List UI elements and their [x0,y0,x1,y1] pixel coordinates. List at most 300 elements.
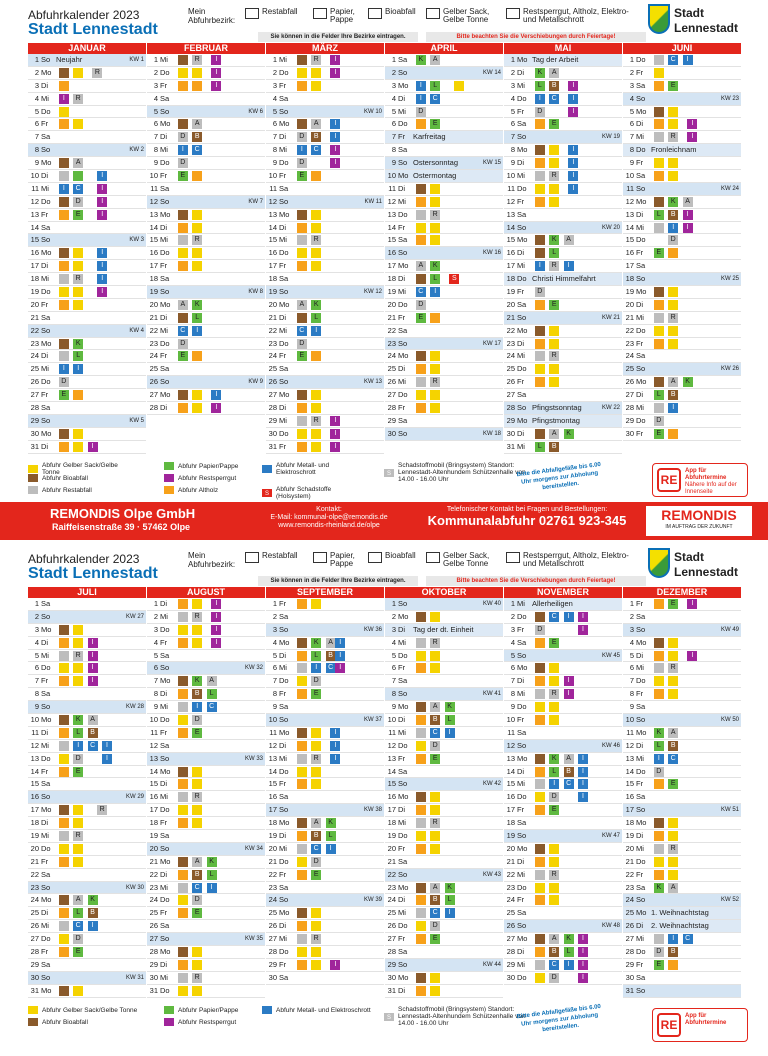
pickup-marker [178,973,188,983]
week-number: KW 22 [601,405,620,412]
day-number: 21 [30,856,39,866]
day-number: 25 [149,908,158,918]
re-app-icon: RE [657,468,681,492]
pickup-marker: I [430,287,440,297]
pickup-marker [297,728,307,738]
contact-web[interactable]: www.remondis-rheinland.de/olpe [278,522,380,529]
pickup-marker [297,779,307,789]
pickup-marker: A [207,676,217,686]
day-number: 19 [149,287,158,297]
day-row [623,611,741,624]
day-number: 20 [149,843,158,853]
day-number: 29 [30,959,39,969]
pickup-marker [416,184,426,194]
day-row [28,894,146,907]
day-number: 12 [30,196,39,206]
weekday: Mo [41,67,52,77]
pickup-marker: A [564,235,574,245]
pickup-marker [549,895,559,905]
day-number: 22 [268,325,277,335]
pickup-marker [192,986,202,996]
day-row [385,598,503,611]
day-number: 16 [625,792,634,802]
checkbox-box[interactable] [368,8,382,19]
day-number: 31 [387,985,396,995]
pickup-marker [430,651,440,661]
month-column [147,587,265,998]
day-row [504,714,622,727]
day-row [623,363,741,376]
weekday: Sa [398,856,408,866]
day-row [266,389,384,402]
day-row [504,299,622,312]
day-row [385,907,503,920]
pickup-marker [178,676,188,686]
day-number: 17 [149,805,158,815]
pickup-marker [430,223,440,233]
pickup-marker: E [73,210,83,220]
day-number: 20 [387,843,396,853]
weekday: Mi [398,908,406,918]
pickup-marker [192,171,202,181]
day-row [28,662,146,675]
day-row [385,157,503,170]
day-row [266,247,384,260]
day-number: 18 [30,274,39,284]
day-row [623,234,741,247]
day-row [504,234,622,247]
pickup-marker [59,947,69,957]
checkbox-box[interactable] [426,552,440,563]
pickup-marker [297,429,307,439]
pickup-marker [535,844,545,854]
contact-label: Kontakt: [316,506,342,513]
pickup-marker [668,857,678,867]
pickup-marker [654,844,664,854]
pickup-marker: B [668,947,678,957]
pickup-marker [535,805,545,815]
day-number: 22 [506,325,515,335]
day-number: 2 [153,611,158,621]
pickup-marker [59,986,69,996]
phone-number[interactable]: Kommunalabfuhr 02761 923-345 [427,513,627,528]
weekday: Di [517,947,525,957]
day-number: 21 [625,312,634,322]
day-number: 4 [272,637,277,647]
day-row [623,118,741,131]
weekday: Mo [398,792,409,802]
day-number: 16 [30,792,39,802]
weekday: So [398,959,408,969]
day-number: 27 [30,390,39,400]
holiday-label: 1. Weihnachtstag [651,908,709,918]
checkbox-box[interactable] [245,552,259,563]
month-header: JUNI [623,43,741,54]
pickup-marker: R [668,663,678,673]
pickup-marker [192,223,202,233]
pickup-marker: I [535,94,545,104]
legend-item [28,1006,137,1014]
day-row [385,611,503,624]
day-row [147,907,265,920]
day-row [504,688,622,701]
app-text [685,468,747,496]
weekday: Do [517,792,527,802]
day-row [147,933,265,946]
weekday: Fr [41,676,49,686]
day-number: 14 [387,222,396,232]
day-row [623,350,741,363]
pickup-marker [297,947,307,957]
pickup-marker [654,663,664,673]
weekday: Mo [279,119,290,129]
pickup-marker [59,171,69,181]
pickup-marker [297,55,307,65]
pickup-marker [416,728,426,738]
weekday: Do [636,856,646,866]
day-number: 3 [510,624,515,634]
pickup-marker [297,390,307,400]
weekday: Do [636,415,646,425]
day-row [623,946,741,959]
weekday: Fr [279,80,287,90]
weekday: Mo [41,338,52,348]
weekday: Mo [398,611,409,621]
district-label: Mein Abfuhrbezirk: [188,551,236,569]
weekday: Mi [398,637,406,647]
day-number: 28 [387,947,396,957]
pickup-marker [654,831,664,841]
weekday: Di [160,222,168,232]
day-number: 7 [34,132,39,142]
weekday: So [636,183,646,193]
district-checkbox[interactable] [368,8,435,19]
day-number: 28 [268,947,277,957]
weekday: Sa [160,831,170,841]
month-header: AUGUST [147,587,265,598]
pickup-marker: E [311,870,321,880]
day-number: 9 [510,702,515,712]
week-number: KW 30 [125,884,144,891]
weekday: Fr [279,441,287,451]
app-banner[interactable] [652,463,748,497]
weekday: So [160,196,170,206]
day-number: 2 [153,67,158,77]
weekday: Do [517,274,527,284]
pickup-marker [297,416,307,426]
day-number: 20 [625,843,634,853]
pickup-marker [178,895,188,905]
day-number: 27 [387,934,396,944]
weekday: Di [160,132,168,142]
pickup-marker: L [73,351,83,361]
day-number: 21 [149,312,158,322]
pickup-marker [654,158,664,168]
checkbox-box[interactable] [313,552,327,563]
weekday: Mi [41,650,49,660]
pickup-marker: I [311,663,321,673]
pickup-marker: I [211,55,221,65]
day-number: 23 [30,338,39,348]
day-number: 10 [387,171,396,181]
pickup-marker: K [564,934,574,944]
day-row [623,907,741,920]
weekday: Mo [279,209,290,219]
district-checkbox[interactable] [426,8,493,24]
pickup-marker [535,197,545,207]
weekday: Fr [398,753,406,763]
day-row [385,778,503,791]
pickup-marker [59,651,69,661]
week-number: KW 14 [482,69,501,76]
day-row [147,402,265,415]
weekday: Fr [517,287,525,297]
weekday: Mi [160,235,168,245]
weekday: Mi [160,611,168,621]
weekday: Di [279,312,287,322]
weekday: Do [279,67,289,77]
day-number: 22 [506,869,515,879]
checkbox-box[interactable] [506,552,520,563]
day-number: 24 [268,351,277,361]
weekday: So [398,779,408,789]
pickup-marker [178,68,188,78]
pickup-marker: R [73,94,83,104]
legend-swatch [28,474,38,482]
pickup-marker [416,651,426,661]
pickup-marker [192,805,202,815]
pickup-marker: C [683,934,693,944]
day-row [504,894,622,907]
day-row [266,441,384,454]
pickup-marker: R [430,818,440,828]
district-checkbox[interactable] [506,8,643,24]
checkbox-box[interactable] [506,8,520,19]
pickup-marker: D [430,741,440,751]
district-checkbox[interactable] [245,8,312,19]
pickup-marker: L [311,313,321,323]
day-row [28,363,146,376]
day-number: 14 [506,766,515,776]
pickup-marker [192,390,202,400]
weekday: Do [41,287,51,297]
district-checkbox[interactable] [245,552,312,563]
contact-email[interactable]: E-Mail: kommunal-olpe@remondis.de [270,514,388,521]
week-number: KW 47 [601,833,620,840]
day-number: 24 [30,895,39,905]
pickup-marker: E [311,689,321,699]
weekday: Fr [636,428,644,438]
weekday: Mi [41,93,49,103]
day-row [385,856,503,869]
day-row [623,882,741,895]
district-checkbox[interactable] [368,552,435,563]
checkbox-box[interactable] [245,8,259,19]
day-number: 18 [268,818,277,828]
pickup-marker: R [73,651,83,661]
day-row [266,894,384,907]
weekday: Di [398,274,406,284]
pickup-marker [430,403,440,413]
weekday: Mo [398,702,409,712]
pickup-marker: L [311,651,321,661]
day-number: 12 [387,196,396,206]
day-number: 31 [30,441,39,451]
pickup-marker [535,326,545,336]
pickup-marker [178,625,188,635]
day-number: 31 [30,985,39,995]
day-number: 23 [387,882,396,892]
district-checkbox[interactable] [506,552,643,568]
day-row [385,325,503,338]
day-row [147,662,265,675]
day-number: 28 [268,403,277,413]
pickup-marker [178,638,188,648]
pickup-marker: E [73,947,83,957]
day-row [147,106,265,119]
pickup-marker [654,107,664,117]
pickup-marker: I [97,197,107,207]
pickup-marker: I [102,754,112,764]
day-number: 8 [153,689,158,699]
day-row [147,376,265,389]
day-row [385,830,503,843]
pickup-marker [416,895,426,905]
pickup-marker: R [97,805,107,815]
day-number: 18 [149,274,158,284]
day-row [28,624,146,637]
day-row [623,740,741,753]
weekday: Sa [636,351,646,361]
pickup-marker: E [297,171,307,181]
checkbox-box[interactable] [368,552,382,563]
day-row [623,637,741,650]
day-row [623,972,741,985]
pickup-marker: A [430,883,440,893]
checkbox-box[interactable] [426,8,440,19]
legend-swatch: S [262,489,272,497]
weekday: So [517,403,527,413]
pickup-marker [654,857,664,867]
legend-text: Abfuhr Restsperrgut [178,1018,237,1026]
day-number: 1 [629,55,634,64]
pickup-marker: K [192,676,202,686]
weekday: Fr [279,171,287,181]
day-row [147,93,265,106]
pickup-marker: A [668,883,678,893]
legend-schadstoffmobil [384,462,528,483]
weekday: Fr [636,689,644,699]
legend-swatch [28,1018,38,1026]
app-banner[interactable] [652,1008,748,1042]
day-row [623,247,741,260]
pickup-marker: C [416,287,426,297]
pickup-marker [59,934,69,944]
day-row [28,157,146,170]
legend-text: Abfuhr Restsperrgut [178,474,237,482]
day-row [504,882,622,895]
week-number: KW 33 [244,755,263,762]
weekday: Mo [517,415,528,425]
pickup-marker: I [97,274,107,284]
weekday: Mo [160,766,171,776]
day-number: 17 [625,261,634,271]
day-number: 14 [625,222,634,232]
day-number: 29 [506,959,515,969]
district-checkbox[interactable] [426,552,493,568]
day-row [623,80,741,93]
pickup-marker: I [88,651,98,661]
weekday: Fr [636,67,644,77]
pickup-marker: B [192,689,202,699]
day-row [147,714,265,727]
day-number: 13 [149,209,158,219]
holiday-label: Tag der Arbeit [532,55,579,64]
pickup-marker: D [311,857,321,867]
day-number: 14 [268,222,277,232]
day-number: 11 [150,183,158,193]
pickup-marker [416,638,426,648]
pickup-marker [59,119,69,129]
holiday-label: Fronleichnam [651,145,697,155]
day-row [266,299,384,312]
weekday: Mi [636,934,644,944]
weekday: Mi [517,351,525,361]
pickup-marker: I [88,638,98,648]
weekday: Sa [41,599,51,608]
day-row [504,869,622,882]
pickup-marker [73,171,83,181]
day-row [147,804,265,817]
weekday: Mi [160,972,168,982]
week-number: KW 49 [720,626,739,633]
day-number: 30 [506,972,515,982]
pickup-marker: I [97,261,107,271]
weekday: Mo [636,727,647,737]
checkbox-box[interactable] [313,8,327,19]
pickup-marker [416,274,426,284]
pickup-marker [668,676,678,686]
pickup-marker [73,818,83,828]
pickup-marker: I [335,638,345,648]
weekday: Fr [279,779,287,789]
pickup-marker: C [297,326,307,336]
pickup-marker: A [88,715,98,725]
pickup-marker [416,119,426,129]
pickup-marker [311,171,321,181]
pickup-marker [416,973,426,983]
pickup-marker [59,625,69,635]
pickup-marker: B [668,741,678,751]
pickup-marker [654,689,664,699]
month-column [28,43,146,454]
pickup-marker: C [73,921,83,931]
pickup-marker [416,831,426,841]
day-number: 28 [149,947,158,957]
weekday: Sa [279,93,289,103]
day-row [504,80,622,93]
day-number: 29 [387,415,396,425]
day-row [266,415,384,428]
day-row [147,54,265,67]
week-number: KW 35 [244,936,263,943]
day-number: 24 [506,351,515,361]
day-number: 17 [268,261,277,271]
week-number: KW 31 [125,974,144,981]
pickup-marker [654,119,664,129]
day-number: 18 [387,274,396,284]
day-row [28,740,146,753]
